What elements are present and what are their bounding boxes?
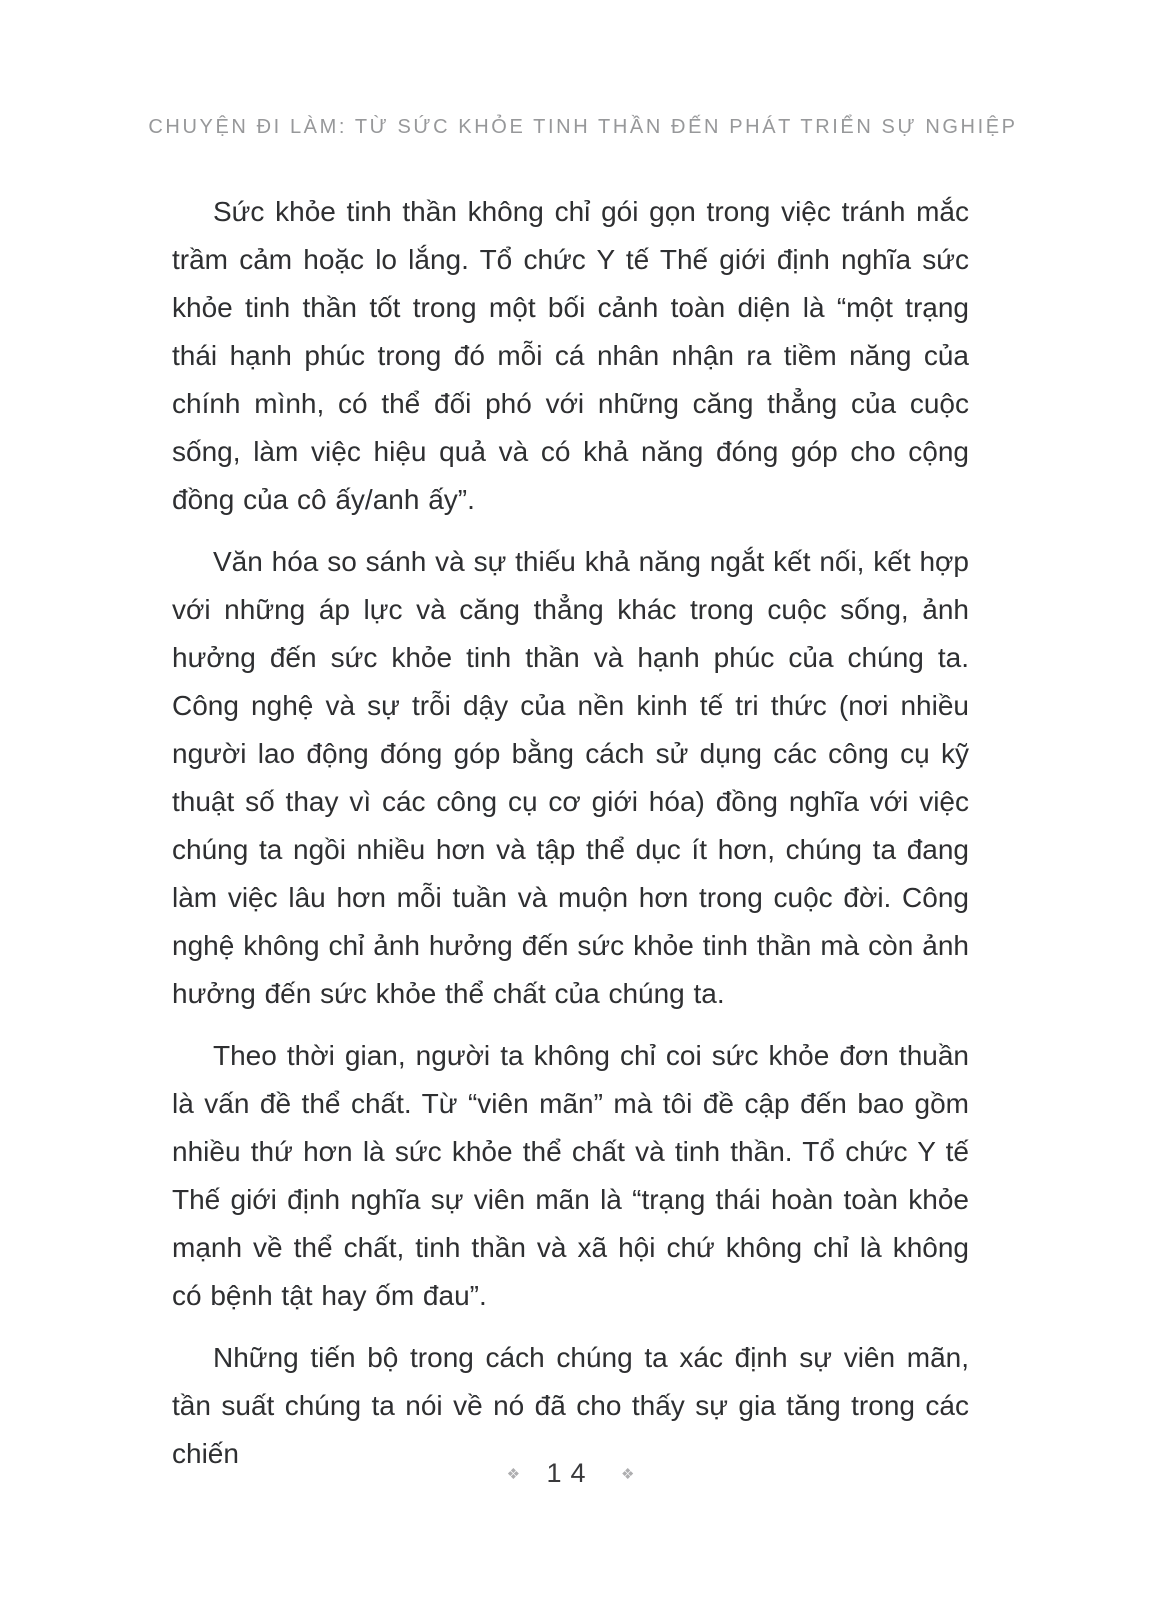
diamond-ornament-icon: ❖: [506, 1466, 521, 1483]
paragraph: Theo thời gian, người ta không chỉ coi sức khỏe đơn thuần là vấn đề thể chất. Từ “viên mãn” mà tôi đề cập đến bao gồm nhiều thứ hơn là sức khỏe thể chất và tinh thần. Tổ chức Y tế Thế giới định nghĩa sự viên mãn là “trạng thái hoàn toàn khỏe mạnh về thể chất, tinh thần và xã hội chứ không chỉ là không có bệnh tật hay ốm đau”.: [172, 1040, 969, 1311]
page-body: [172, 188, 969, 1492]
paragraph: Những tiến bộ trong cách chúng ta xác định sự viên mãn, tần suất chúng ta nói về nó đã cho thấy sự gia tăng trong các chiến: [172, 1342, 969, 1469]
paragraph: Văn hóa so sánh và sự thiếu khả năng ngắt kết nối, kết hợp với những áp lực và căng thẳng khác trong cuộc sống, ảnh hưởng đến sức khỏe tinh thần và hạnh phúc của chúng ta. Công nghệ và sự trỗi dậy của nền kinh tế tri thức (nơi nhiều người lao động đóng góp bằng cách sử dụng các công cụ kỹ thuật số thay vì các công cụ cơ giới hóa) đồng nghĩa với việc chúng ta ngồi nhiều hơn và tập thể dục ít hơn, chúng ta đang làm việc lâu hơn mỗi tuần và muộn hơn trong cuộc đời. Công nghệ không chỉ ảnh hưởng đến sức khỏe tinh thần mà còn ảnh hưởng đến sức khỏe thể chất của chúng ta.: [172, 546, 969, 1009]
diamond-ornament-icon: ❖: [620, 1466, 635, 1483]
page-number: 14: [546, 1458, 595, 1488]
paragraph: Sức khỏe tinh thần không chỉ gói gọn trong việc tránh mắc trầm cảm hoặc lo lắng. Tổ chức Y tế Thế giới định nghĩa sức khỏe tinh thần tốt trong một bối cảnh toàn diện là “một trạng thái hạnh phúc trong đó mỗi cá nhân nhận ra tiềm năng của chính mình, có thể đối phó với những căng thẳng của cuộc sống, làm việc hiệu quả và có khả năng đóng góp cho cộng đồng của cô ấy/anh ấy”.: [172, 196, 969, 515]
running-header: CHUYỆN ĐI LÀM: TỪ SỨC KHỎE TINH THẦN ĐẾN PHÁT TRIỂN SỰ NGHIỆP: [148, 116, 1018, 138]
page-footer: [172, 1458, 969, 1489]
